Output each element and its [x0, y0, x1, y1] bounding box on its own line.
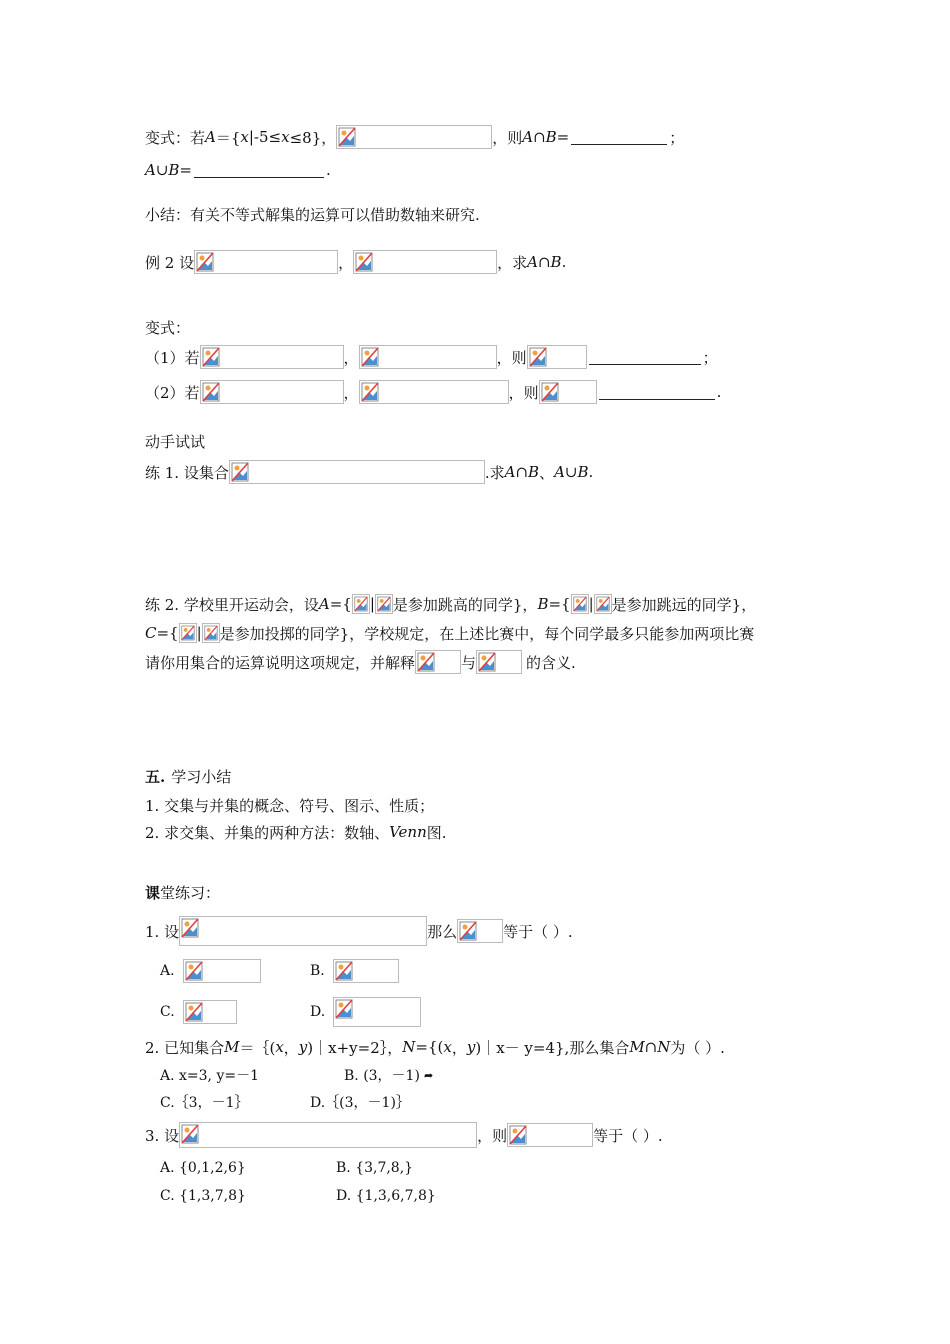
- broken-image-glyph: [335, 961, 353, 981]
- broken-image-glyph: [361, 382, 379, 402]
- broken-image-icon: [183, 959, 261, 983]
- broken-image-glyph: [509, 1125, 527, 1145]
- broken-image-icon: [336, 125, 492, 149]
- broken-image-icon: [353, 250, 497, 274]
- practice2-line3: 请你用集合的运算说明这项规定，并解释 与 的含义.: [145, 650, 576, 674]
- q2-option-c[interactable]: C.｛3，－1｝: [160, 1095, 249, 1111]
- broken-image-icon: [179, 916, 427, 946]
- section5-item1: 1. 交集与并集的概念、符号、图示、性质；: [145, 796, 435, 815]
- broken-image-icon: [200, 345, 344, 369]
- broken-image-icon: [333, 997, 421, 1027]
- broken-image-glyph: [354, 596, 368, 612]
- classwork-q2: 2. 已知集合 M ＝｛( x ， y )｜ x+y=2｝， N ={( x ， y )｜ x－ y=4},那么集合 M∩N 为（ ）.: [145, 1038, 725, 1057]
- q3-option-b[interactable]: B. {3,7,8,}: [336, 1160, 414, 1176]
- broken-image-glyph: [202, 347, 220, 367]
- broken-image-icon: [571, 594, 589, 614]
- broken-image-icon: [352, 594, 370, 614]
- broken-image-glyph: [573, 596, 587, 612]
- broken-image-glyph: [185, 961, 203, 981]
- q1-option-a[interactable]: A.: [160, 959, 261, 983]
- q3-option-a[interactable]: A. {0,1,2,6}: [160, 1160, 246, 1176]
- q1-option-b[interactable]: B.: [310, 959, 399, 983]
- variant1-line1: 变式：若 A ＝{ x |-5≤ x ≤8}， ，则 A∩B= ；: [145, 125, 684, 149]
- broken-image-icon: [229, 460, 485, 484]
- answer-blank: [589, 350, 701, 365]
- broken-image-glyph: [596, 596, 610, 612]
- broken-image-icon: [179, 1122, 477, 1148]
- broken-image-glyph: [459, 921, 477, 941]
- broken-image-glyph: [417, 652, 435, 672]
- broken-image-icon: [594, 594, 612, 614]
- broken-image-glyph: [338, 127, 356, 147]
- broken-image-icon: [527, 345, 587, 369]
- broken-image-icon: [333, 959, 399, 983]
- q2-option-b[interactable]: B. (3，－1) ➦: [344, 1068, 434, 1084]
- broken-image-glyph: [541, 382, 559, 402]
- broken-image-glyph: [202, 382, 220, 402]
- variant1-line2: A∪B= .: [145, 161, 331, 179]
- try-title: 动手试试: [145, 432, 206, 451]
- broken-image-icon: [476, 650, 522, 674]
- practice2-line2: C ={ | 是参加投掷的同学}，学校规定，在上述比赛中，每个同学最多只能参加两项比赛: [145, 624, 755, 643]
- broken-image-glyph: [185, 1002, 203, 1022]
- classwork-q1: 1. 设 那么 等于（ ）.: [145, 916, 573, 946]
- broken-image-icon: [359, 345, 497, 369]
- q2-option-a[interactable]: A. x=3, y=－1: [160, 1068, 259, 1084]
- broken-image-glyph: [355, 252, 373, 272]
- broken-image-icon: [179, 623, 197, 643]
- variant2-item2: （2）若 ， ，则 .: [145, 380, 721, 404]
- small-mark-icon: ➦: [423, 1068, 434, 1082]
- answer-blank: [194, 163, 324, 178]
- broken-image-icon: [507, 1123, 593, 1147]
- q3-option-d[interactable]: D. {1,3,6,7,8}: [336, 1188, 436, 1204]
- broken-image-icon: [202, 623, 220, 643]
- example2-line: 例 2 设 ， ，求 A∩B .: [145, 250, 566, 274]
- broken-image-icon: [457, 919, 503, 943]
- broken-image-glyph: [181, 918, 199, 938]
- broken-image-icon: [183, 1000, 237, 1024]
- broken-image-icon: [194, 250, 338, 274]
- broken-image-icon: [359, 380, 509, 404]
- section5-item2: 2. 求交集、并集的两种方法：数轴、 Venn 图.: [145, 823, 447, 842]
- variant2-title: 变式：: [145, 318, 191, 337]
- broken-image-glyph: [231, 462, 249, 482]
- broken-image-icon: [415, 650, 461, 674]
- summary-note: 小结：有关不等式解集的运算可以借助数轴来研究.: [145, 205, 480, 224]
- variant2-item1: （1）若 ， ，则 ；: [145, 345, 718, 369]
- q1-option-d[interactable]: D.: [310, 996, 421, 1028]
- broken-image-icon: [200, 380, 344, 404]
- classwork-title: 课 堂练习：: [145, 883, 221, 902]
- broken-image-glyph: [335, 999, 353, 1019]
- classwork-q3: 3. 设 ，则 等于（ ）.: [145, 1121, 663, 1149]
- broken-image-glyph: [377, 596, 391, 612]
- broken-image-glyph: [181, 625, 195, 641]
- q3-option-c[interactable]: C. {1,3,7,8}: [160, 1188, 246, 1204]
- broken-image-icon: [375, 594, 393, 614]
- practice2-line1: 练 2. 学校里开运动会，设 A ={ | 是参加跳高的同学}， B ={ | 是参加跳远的同学}，: [145, 595, 757, 614]
- q1-option-c[interactable]: C.: [160, 1000, 237, 1024]
- answer-blank: [599, 385, 715, 400]
- broken-image-glyph: [181, 1124, 199, 1144]
- broken-image-glyph: [204, 625, 218, 641]
- broken-image-icon: [539, 380, 597, 404]
- broken-image-glyph: [529, 347, 547, 367]
- section5-title: 五. 学习小结: [145, 767, 232, 786]
- practice1-line: 练 1. 设集合 .求 A∩B 、 A∪B .: [145, 460, 593, 484]
- broken-image-glyph: [196, 252, 214, 272]
- q2-option-d[interactable]: D.｛(3，－1)｝: [310, 1095, 410, 1111]
- broken-image-glyph: [361, 347, 379, 367]
- answer-blank: [571, 130, 667, 145]
- broken-image-glyph: [478, 652, 496, 672]
